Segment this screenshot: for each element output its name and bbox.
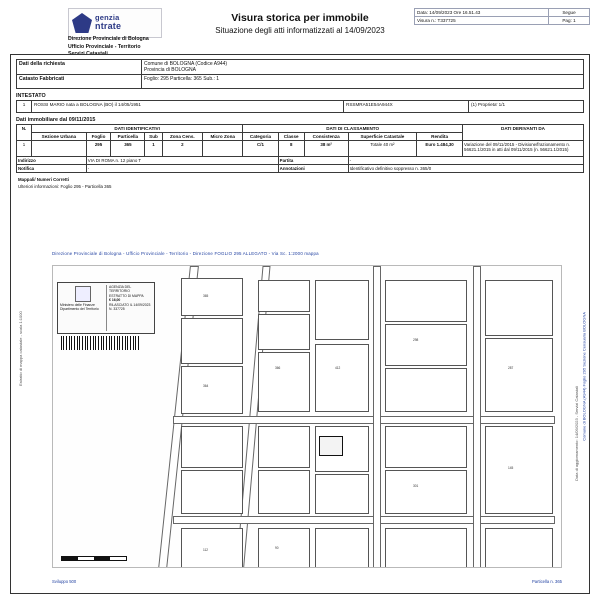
parcel-block [181,318,243,364]
request-comune: Comune di BOLOGNA (Codice A944) [144,61,228,67]
request-section [11,55,589,190]
agency-logo-line1: genzia [95,13,120,23]
parcel-number: 301 [413,484,419,488]
parcel-block [258,470,310,514]
label-partita: Partita [278,157,348,165]
parcel-block [385,426,467,468]
parcel-block [258,426,310,468]
subject-parcel [319,436,343,456]
map-bottom-right: Particella n. 365 [531,579,562,584]
group-identificativi: DATI IDENTIFICATIVI [32,125,243,133]
meta-date: Data: 14/09/2023 Ore 16.51.43 [415,9,549,16]
value-notifica: - [86,165,278,173]
map-scale-bar [61,556,127,561]
parcel-number: 298 [413,338,419,342]
intestato-n: 1 [17,101,32,113]
parcel-number: 364 [203,384,209,388]
meta-segue: Segue [562,10,576,15]
col-sezione: Sezione Urbana [32,133,87,141]
cell-particella: 365 [111,141,145,157]
parcel-number: 412 [335,366,341,370]
cell-categoria: C/1 [243,141,278,157]
request-value-2: Foglio: 295 Particella: 365 Sub.: 1 [142,75,584,89]
header-meta-row-1 [414,8,590,16]
map-stamp [57,282,155,334]
stamp-seal-icon [75,286,91,302]
value-partita: - [348,157,583,165]
meta-page: Pag: 1 [562,18,576,23]
stamp-serial: N. 337725 [109,307,125,312]
document-header [10,6,590,58]
immobiliare-table [16,124,584,173]
table-row [17,165,584,173]
header-meta [414,8,590,25]
parcel-block [258,314,310,350]
parcel-block [385,368,467,412]
col-particella: Particella [111,133,145,141]
parcel-block [181,426,243,468]
barcode-icon [61,336,139,350]
map-top-label: Direzione Provinciale di Bologna - Ufficio Provinciale - Territorio - Direzione FOGLIO 295 ALLEGATO - Via Sc. 1:2000 mappa [52,251,319,256]
header-meta-row-2 [414,16,590,25]
value-indirizzo: VIA DI ROMA n. 12 piano T [86,157,278,165]
map-bottom-labels [52,579,562,584]
col-categoria: Categoria [243,133,278,141]
notes-title: Mappali/ Numeri Corretti [18,177,69,182]
table-group-header-row [17,125,584,133]
parcel-number: 287 [508,366,514,370]
office-line-1: Direzione Provinciale di Bologna [68,36,149,42]
stamp-dept: Dipartimento del Territorio [60,307,99,312]
map-right-label-1: Comune di BOLOGNA (A944) Foglio 295 Sezione Censuaria BOLOGNA [582,311,587,441]
parcel-block [485,426,553,514]
cell-foglio: 295 [86,141,111,157]
cell-sezione [32,141,87,157]
parcel-block [385,280,467,322]
parcel-block [485,280,553,336]
parcel-block [485,528,553,568]
cell-derivanti: Variazione del 09/11/2015 - Divisione/frazionamento n. 56621.1/2015 in atti dal 09/11/2015 (n. 56621.1/2015) [463,141,584,157]
cell-superficie: Totale 40 m² [348,141,417,157]
parcel-block [385,324,467,366]
stamp-title-line: AGENZIA DEL TERRITORIO [109,285,132,294]
col-foglio: Foglio [86,133,111,141]
stamp-office: Ministero delle Finanze [60,303,95,307]
request-label-1: Dati della richiesta [17,60,142,75]
col-superficie: Superficie Catastale [348,133,417,141]
table-row [17,157,584,165]
intestato-cf: RSSMRA51E54A944X [344,101,469,113]
stamp-left [60,285,106,331]
request-provincia: Provincia di BOLOGNA [144,67,196,73]
parcel-number: 112 [203,548,209,552]
stamp-right [106,285,152,331]
cell-classe: 8 [278,141,304,157]
page-subtitle: Situazione degli atti informatizzati al 14/09/2023 [215,26,385,35]
label-notifica: Notifica [17,165,87,173]
col-zona: Zona Cens. [162,133,203,141]
map-canvas[interactable] [52,265,562,568]
stamp-fee-value: € 16,00 [109,298,121,303]
group-classamento: DATI DI CLASSAMENTO [243,125,463,133]
col-classe: Classe [278,133,304,141]
cell-rendita: Euro 1.484,30 [417,141,463,157]
meta-visura: Visura n.: T337725 [415,17,549,24]
table-row [17,141,584,157]
parcel-block [258,352,310,412]
parcel-number: 90 [275,546,279,550]
group-derivanti: DATI DERIVANTI DA [463,125,584,141]
road-vertical-1 [373,266,381,568]
col-sub: Sub [145,133,162,141]
parcel-block [385,528,467,568]
request-table [16,59,584,89]
map-bottom-left: Sviluppo 500 [52,579,77,584]
parcel-block [181,470,243,514]
col-rendita: Rendita [417,133,463,141]
road-horizontal-3 [173,516,555,524]
map-left-label: Estratto di mappa catastale - scala 1:1000 [18,311,23,386]
cadastral-map-area [16,251,587,588]
col-micro: Micro Zona [203,133,243,141]
parcel-block [315,344,369,412]
parcel-block [315,474,369,514]
cell-consistenza: 38 m² [304,141,348,157]
parcel-number: 145 [508,466,514,470]
intestato-diritti: (1) Proprieta' 1/1 [469,101,584,113]
value-annotazioni: Identificativo definitivo soppresso n. 365/0 [348,165,583,173]
parcel-block [485,338,553,412]
intestato-table [16,100,584,113]
document-body-frame [10,54,590,594]
cell-sub: 1 [145,141,162,157]
office-line-2: Ufficio Provinciale - Territorio [68,43,141,50]
table-row [17,101,584,113]
intestato-title: INTESTATO [16,93,46,99]
label-annotazioni: Annotazioni [278,165,348,173]
parcel-number: 366 [275,366,281,370]
parcel-block [181,366,243,414]
parcel-number: 365 [203,294,209,298]
office-line-3: Servizi Catastali [68,51,108,58]
parcel-block [258,528,310,568]
parcel-block [181,278,243,316]
parcel-block [181,528,243,568]
cell-n: 1 [17,141,32,157]
col-consistenza: Consistenza [304,133,348,141]
cell-micro [203,141,243,157]
road-horizontal-2 [173,416,555,424]
stamp-fee-label: ESTRATTO DI MAPPA [109,293,144,298]
notes-line-1: Ulteriori informazioni: Foglio 295 - Particella 365 [18,183,112,189]
notes-block [18,177,584,190]
agency-logo-line2: ntrate [95,21,122,32]
parcel-block [385,470,467,514]
road-vertical-2 [473,266,481,568]
parcel-block [315,528,369,568]
map-right-label-2: Data di aggiornamento: 14/09/2023 - Servizi Catastali [574,385,579,481]
label-indirizzo: Indirizzo [17,157,87,165]
table-row [17,60,584,75]
cell-zona: 2 [162,141,203,157]
page-title: Visura storica per immobile [231,12,369,24]
immobiliare-title: Dati immobiliare dal 09/11/2015 [16,117,96,123]
parcel-block [315,280,369,340]
col-n: N. [17,125,32,141]
request-value-1 [142,60,584,75]
parcel-block [258,280,310,312]
request-label-2: Catasto Fabbricati [17,75,142,89]
table-row [17,75,584,89]
intestato-anagrafica: ROSSI MARIO nata a BOLOGNA (BO) il 14/05/1951 [32,101,344,113]
stamp-code: RILASCIATO IL 14/09/2023 [109,302,151,307]
